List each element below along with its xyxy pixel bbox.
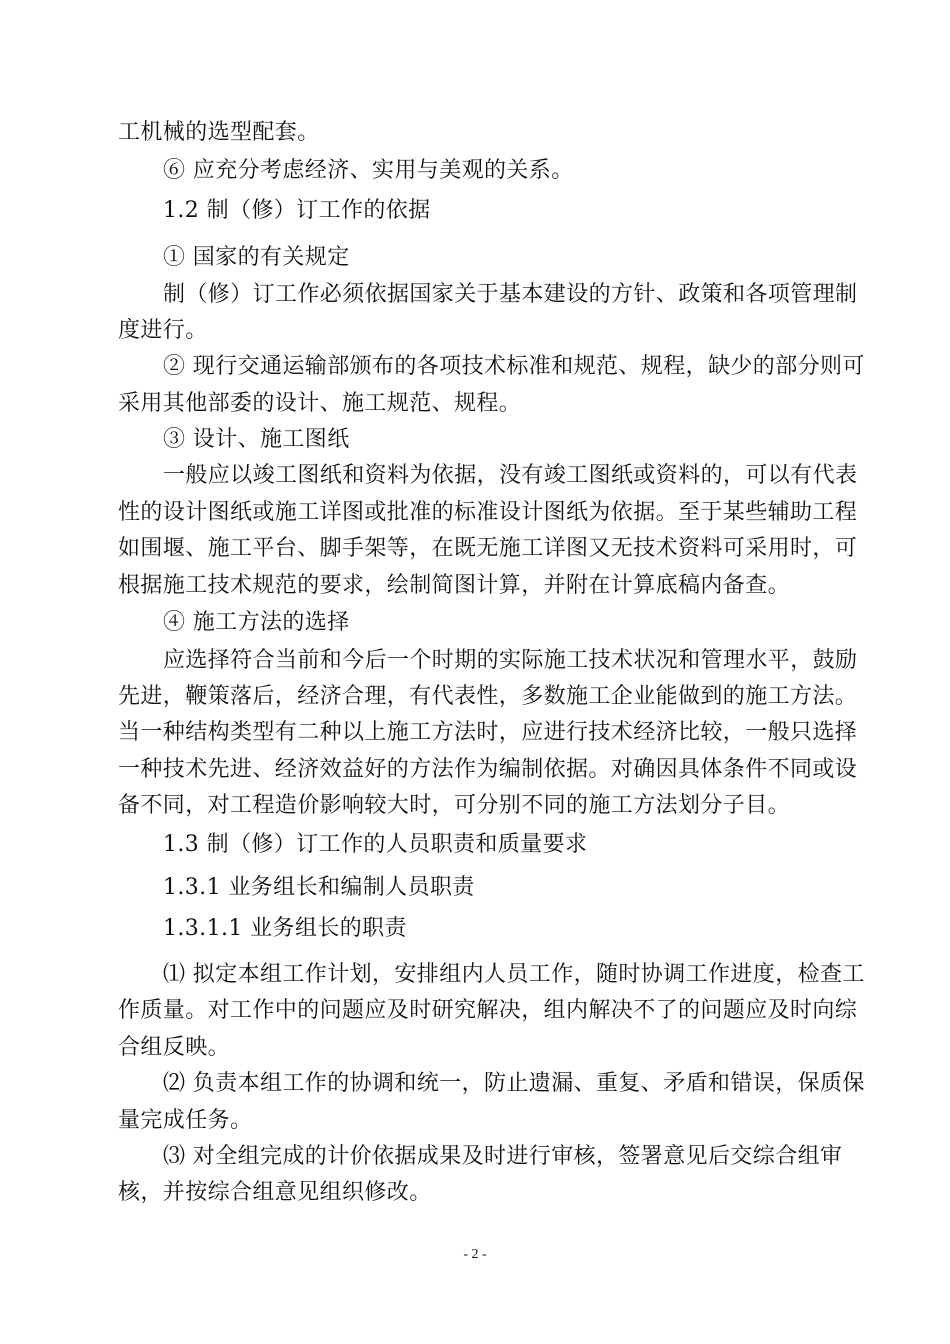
page-number: - 2 -: [463, 1247, 487, 1262]
section-heading-1-3-1-1: 1.3.1.1 业务组长的职责: [163, 916, 407, 941]
numbered-item-3: ⑶ 对全组完成的计价依据成果及时进行审核，签署意见后交综合组审: [163, 1144, 843, 1169]
list-item-2: ② 现行交通运输部颁布的各项技术标准和规范、规程，缺少的部分则可: [163, 354, 865, 379]
text-line: 应选择符合当前和今后一个时期的实际施工技术状况和管理水平，鼓励: [163, 648, 858, 673]
text-line: 核，并按综合组意见组织修改。: [118, 1180, 432, 1205]
numbered-item-1: ⑴ 拟定本组工作计划，安排组内人员工作，随时协调工作进度，检查工: [163, 962, 865, 987]
text-line: 根据施工技术规范的要求，绘制简图计算，并附在计算底稿内备查。: [118, 573, 791, 598]
text-line: 合组反映。: [118, 1035, 231, 1060]
text-line: 一种技术先进、经济效益好的方法作为编制依据。对确因具体条件不同或设: [118, 757, 858, 782]
text-line: 度进行。: [118, 318, 208, 343]
numbered-item-2: ⑵ 负责本组工作的协调和统一，防止遗漏、重复、矛盾和错误，保质保: [163, 1071, 865, 1096]
section-heading-1-3: 1.3 制（修）订工作的人员职责和质量要求: [163, 832, 588, 857]
text-line: 一般应以竣工图纸和资料为依据，没有竣工图纸或资料的，可以有代表: [163, 463, 858, 488]
text-line: 性的设计图纸或施工详图或批准的标准设计图纸为依据。至于某些辅助工程: [118, 500, 858, 525]
text-line: 采用其他部委的设计、施工规范、规程。: [118, 391, 522, 416]
text-line: 制（修）订工作必须依据国家关于基本建设的方针、政策和各项管理制: [163, 282, 858, 307]
text-line: 备不同，对工程造价影响较大时，可分别不同的施工方法划分子目。: [118, 793, 791, 818]
text-line: 量完成任务。: [118, 1108, 253, 1133]
text-line: 工机械的选型配套。: [118, 120, 320, 145]
section-heading-1-2: 1.2 制（修）订工作的依据: [163, 198, 431, 223]
list-item-3: ③ 设计、施工图纸: [163, 427, 350, 452]
text-line: 作质量。对工作中的问题应及时研究解决，组内解决不了的问题应及时向综: [118, 998, 858, 1023]
text-line: 如围堰、施工平台、脚手架等，在既无施工详图又无技术资料可采用时，可: [118, 536, 858, 561]
list-item-4: ④ 施工方法的选择: [163, 610, 350, 635]
text-line: 当一种结构类型有二种以上施工方法时，应进行技术经济比较，一般只选择: [118, 720, 858, 745]
list-item-6: ⑥ 应充分考虑经济、实用与美观的关系。: [163, 158, 574, 183]
list-item-1: ① 国家的有关规定: [163, 245, 350, 270]
text-line: 先进，鞭策落后，经济合理，有代表性，多数施工企业能做到的施工方法。: [118, 684, 858, 709]
section-heading-1-3-1: 1.3.1 业务组长和编制人员职责: [163, 875, 475, 900]
